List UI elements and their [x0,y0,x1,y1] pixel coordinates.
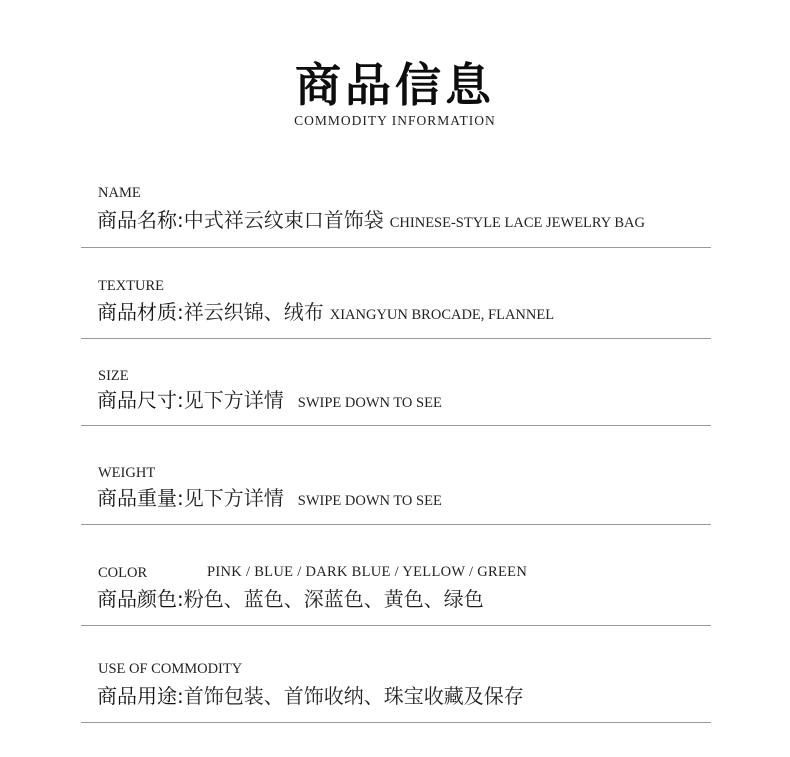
row-divider [81,625,711,626]
size-value: 见下方详情 [183,388,284,412]
texture-value: 祥云织锦、绒布 [183,300,324,324]
weight-value: 见下方详情 [183,486,284,510]
size-en-label: SIZE [98,368,129,384]
size-label: 商品尺寸: [97,388,184,412]
info-row-weight [81,464,711,525]
row-divider [81,247,711,248]
name-label: 商品名称: [97,208,184,232]
color-value: 粉色、蓝色、深蓝色、黄色、绿色 [183,587,484,611]
row-divider [81,524,711,525]
name-en-label: NAME [98,185,141,201]
name-value-en: CHINESE-STYLE LACE JEWELRY BAG [389,215,645,231]
use-label: 商品用途: [97,684,184,708]
texture-label: 商品材质: [97,300,184,324]
color-en-label: COLOR [98,565,148,581]
color-label: 商品颜色: [97,587,184,611]
row-divider [81,722,711,723]
weight-label: 商品重量: [97,486,184,510]
color-value-en: PINK / BLUE / DARK BLUE / YELLOW / GREEN [207,564,528,580]
info-row-color [81,563,711,626]
row-divider [81,338,711,339]
use-en-label: USE OF COMMODITY [98,661,243,677]
weight-value-en: SWIPE DOWN TO SEE [297,493,442,509]
row-divider [81,425,711,426]
weight-en-label: WEIGHT [98,465,156,481]
info-row-use [81,660,711,723]
page-subtitle: COMMODITY INFORMATION [294,113,496,128]
info-row-size [81,367,711,426]
texture-value-en: XIANGYUN BROCADE, FLANNEL [329,307,555,323]
info-row-texture [81,277,711,339]
use-value: 首饰包装、首饰收纳、珠宝收藏及保存 [183,684,524,708]
texture-en-label: TEXTURE [98,278,165,294]
name-value: 中式祥云纹束口首饰袋 [183,208,384,232]
info-row-name [81,184,711,248]
size-value-en: SWIPE DOWN TO SEE [297,395,442,411]
page-title: 商品信息 [295,58,495,112]
